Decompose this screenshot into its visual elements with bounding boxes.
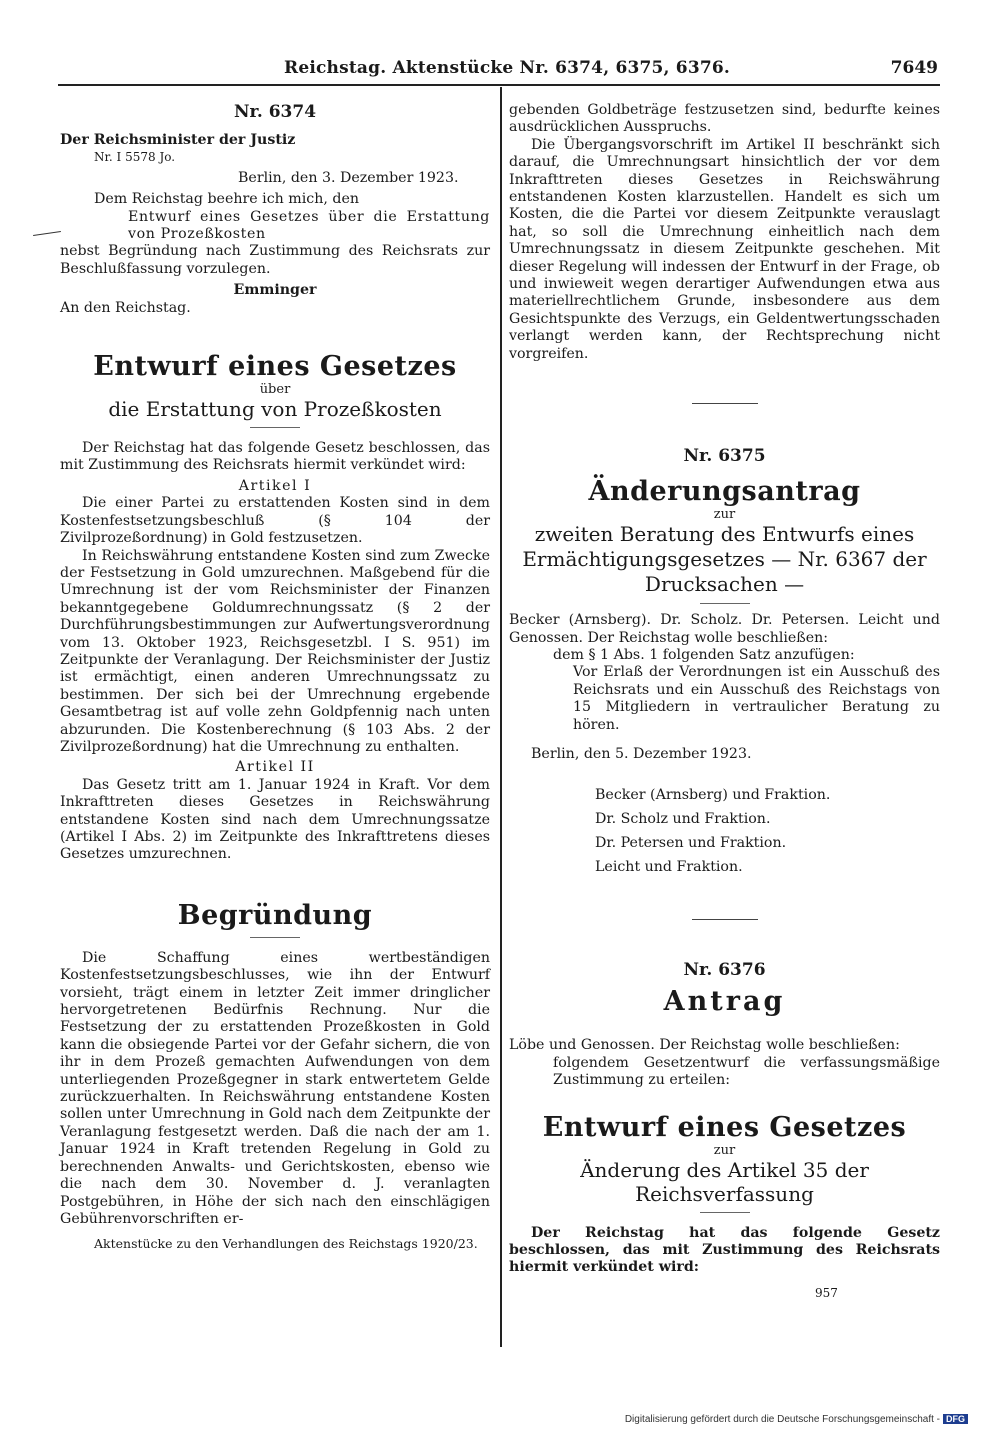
signature-line-2: Dr. Scholz und Fraktion. [595,811,771,828]
sheet-number: 957 [815,1285,838,1300]
bill-title: Entwurf eines Gesetzes [93,351,457,383]
article-2-heading: Artikel II [235,759,315,776]
digitization-credit-text: Digitalisierung gefördert durch die Deutsche Forschungsgemeinschaft - [624,1414,940,1425]
separator [700,1212,750,1213]
dfg-logo: DFG [943,1414,968,1424]
section-separator [692,403,758,404]
begruendung-title: Begründung [177,899,373,931]
page-footer: Aktenstücke zu den Verhandlungen des Reichstags 1920/23. [94,1236,478,1252]
amendment-subtitle: zweiten Beratung des Entwurfs eines Ermächtigungsgesetzes — Nr. 6367 der Drucksachen — [522,522,927,597]
margin-mark [33,231,61,236]
amendment-signatories: Becker (Arnsberg). Dr. Scholz. Dr. Petersen. Leicht und Genossen. Der Reichstag wolle beschließen: [509,612,940,646]
article-1-heading: Artikel I [238,477,312,494]
doc-number-6375: Nr. 6375 [683,446,766,467]
bill-title-ueber: über [259,382,291,398]
transition-para: Die Übergangsvorschrift im Artikel II beschränkt sich darauf, die Umrechnungsart hinsichtlich der vor dem Inkrafttreten dieses Gesetzes in Reichswährung entstandenen Kosten klarzustellen. Handelt es sich um Kosten, die die Partei vor diesem Zeitpunkte verauslagt hat, so soll die Umrechnung einheitlich nach dem Umrechnungssatz in diesem Zeitpunkte geschehen. Mit dieser Regelung will indessen der Entwurf in der Frage, ob und inwieweit wegen derartiger Aufwendungen etwa aus materiellrechtlichem Grunde, insbesondere aus dem Gesichtspunkte des Verzugs, ein Geldentwertungsschaden verlangt werden kann, der Rechtsprechung nicht vorgreifen. [509,136,940,362]
separator [700,603,750,604]
amendment-title: Änderungsantrag [588,476,861,508]
page-header-title: Reichstag. Aktenstücke Nr. 6374, 6375, 6376. [284,58,731,78]
reference-number: Nr. I 5578 Jo. [94,150,176,165]
separator [250,427,300,428]
signature-line-3: Dr. Petersen und Fraktion. [595,835,787,852]
separator [250,937,300,938]
section-separator [692,919,758,920]
proposed-bill-zur: zur [713,1142,736,1158]
signature: Emminger [233,282,317,299]
intro-continuation: nebst Begründung nach Zustimmung des Reichsrats zur Beschlußfassung vorzulegen. [60,243,490,277]
place-date: Berlin, den 3. Dezember 1923. [238,169,459,186]
antrag-para-1: Löbe und Genossen. Der Reichstag wolle beschließen: [509,1037,900,1054]
page-number: 7649 [890,58,938,78]
continuation-para: gebenden Goldbeträge festzusetzen sind, bedurfte keines ausdrücklichen Ausspruchs. [509,102,940,136]
doc-number-6376: Nr. 6376 [683,960,766,981]
amendment-instruction: dem § 1 Abs. 1 folgenden Satz anzufügen: [553,646,855,663]
amendment-date: Berlin, den 5. Dezember 1923. [531,745,752,762]
bill-subtitle: die Erstattung von Prozeßkosten [108,397,442,422]
signature-line-4: Leicht und Fraktion. [595,859,743,876]
sender: Der Reichsminister der Justiz [60,132,296,148]
bill-title-inline: Entwurf eines Gesetzes über die Erstattung von Prozeßkosten [128,208,490,243]
amendment-zur: zur [713,507,736,523]
begruendung-para-1: Die Schaffung eines wertbeständigen Kostenfestsetzungsbeschlusses, wie ihn der Entwurf vorsieht, trägt einem in letzter Zeit immer dringlicher hervorgetretenen Bedürfnis Rechnung. Nur die Festsetzung der zu erstattenden Prozeßkosten in Gold kann die obsiegende Partei vor der Gefahr sichern, die von ihr in dem Prozeß gemachten Aufwendungen von dem unterliegenden Prozeßgegner in stark entwertetem Gelde zurückzuerhalten. In Reichswährung entstandene Kosten sollen unter Umrechnung in Gold nach dem Zeitpunkte der Veranlagung festgesetzt werden. Daß die nach der am 1. Januar 1924 in Kraft tretenden Regelung in Gold zu berechnenden Anwalts- und Gerichtskosten, ebenso wie die nach dem 30. November d. J. veranlagten Postgebühren, in Höhe der sich nach den einschlägigen Gebührenvorschriften er- [60,949,490,1227]
page-header [58,56,938,84]
digitization-credit [625,1414,968,1425]
header-rule [58,84,940,86]
article-1-para-2: In Reichswährung entstandene Kosten sind zum Zwecke der Festsetzung in Gold umzurechnen. Maßgebend für die Umrechnung ist der vom Reichsminister der Finanzen bekanntgegebene Goldumrechnungssatz (§ 2 der Durchführungsbestimmungen zur Aufwertungsverordnung vom 13. Oktober 1923, Reichsgesetzbl. I S. 951) im Zeitpunkte der Veranlagung. Der Reichsminister der Justiz ist ermächtigt, einen anderen Umrechnungssatz zu bestimmen. Der sich bei der Umrechnung ergebende Gesamtbetrag ist auf volle zehn Goldpfennig nach unten abzurunden. Die Kostenberechnung (§ 103 Abs. 2 der Zivilprozeßordnung) hat die Umrechnung zu enthalten. [60,547,490,755]
proposed-bill-enactment: Der Reichstag hat das folgende Gesetz beschlossen, das mit Zustimmung des Reichsrats hiermit verkündet wird: [509,1224,940,1276]
article-1-para-1: Die einer Partei zu erstattenden Kosten sind in dem Kostenfestsetzungsbeschluß (§ 104 der Zivilprozeßordnung) in Gold festzusetzen. [60,495,490,547]
intro-line: Dem Reichstag beehre ich mich, den [94,191,360,208]
signature-line-1: Becker (Arnsberg) und Fraktion. [595,787,831,804]
article-2-para-1: Das Gesetz tritt am 1. Januar 1924 in Kraft. Vor dem Inkrafttreten dieses Gesetzes in Reichswährung entstandene Kosten sind nach dem Umrechnungssatze (Artikel I Abs. 2) im Zeitpunkte des Inkrafttretens dieses Gesetzes umzurechnen. [60,776,490,863]
enactment-clause: Der Reichstag hat das folgende Gesetz beschlossen, das mit Zustimmung des Reichsrats hiermit verkündet wird: [60,440,490,474]
amendment-quote: Vor Erlaß der Verordnungen ist ein Ausschuß des Reichsrats und ein Ausschuß des Reichstags von 15 Mitgliedern in vertraulicher Beratung zu hören. [573,664,940,733]
proposed-bill-title: Entwurf eines Gesetzes [542,1111,907,1143]
column-divider [500,87,502,1347]
doc-number-6374: Nr. 6374 [233,102,317,122]
right-column [509,96,940,1302]
proposed-bill-subtitle: Änderung des Artikel 35 der Reichsverfassung [580,1157,869,1206]
addressee: An den Reichstag. [60,299,191,316]
antrag-title: Antrag [663,986,786,1018]
antrag-para-2: folgendem Gesetzentwurf die verfassungsmäßige Zustimmung zu erteilen: [553,1054,940,1089]
left-column [60,96,490,1251]
